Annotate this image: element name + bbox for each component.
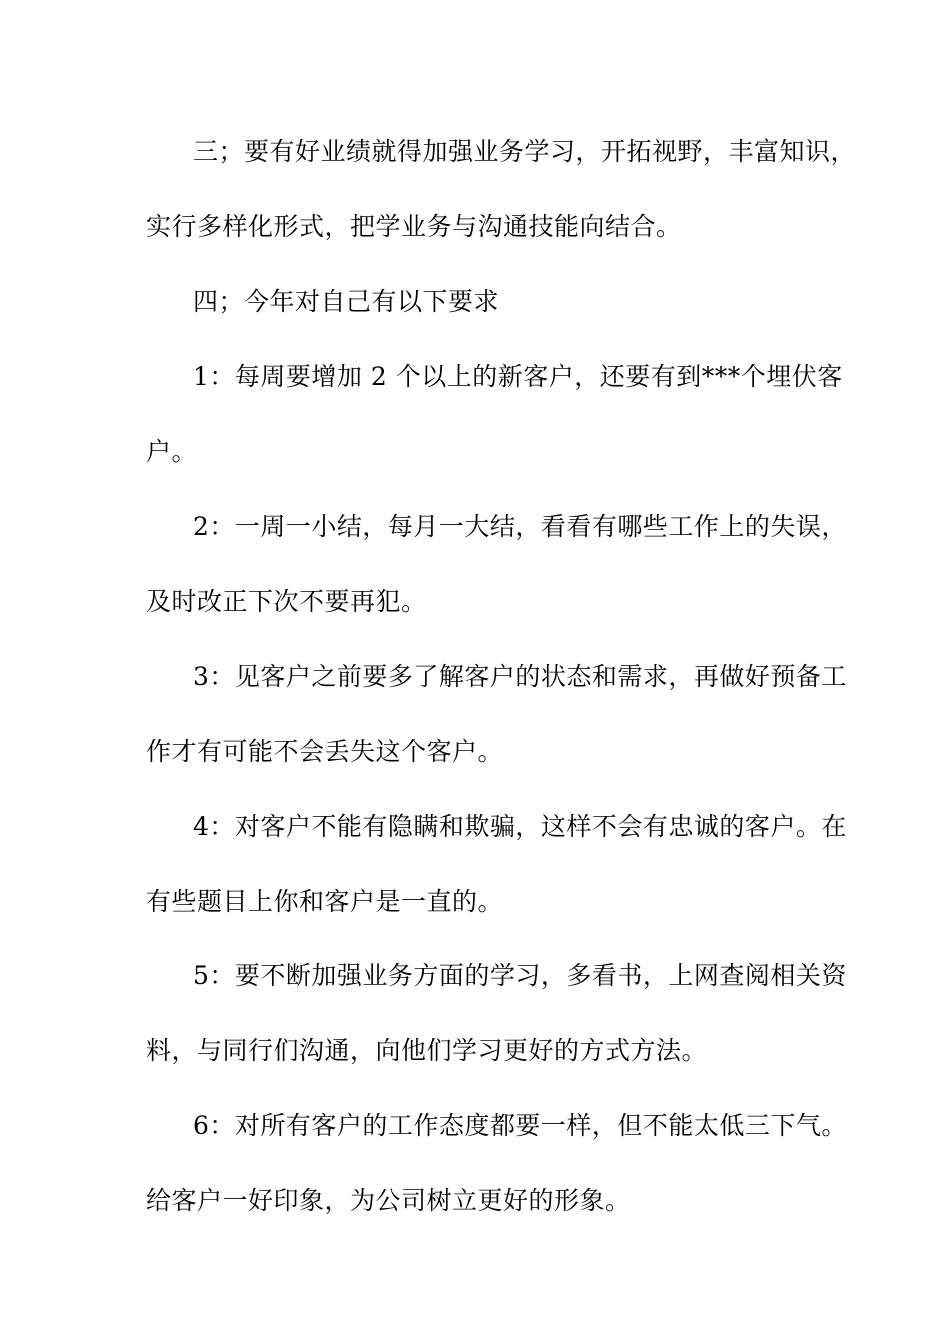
paragraph-3-line-2: 实行多样化形式，把学业务与沟通技能向结合。 xyxy=(146,212,682,241)
item-6-line-2: 给客户一好印象，为公司树立更好的形象。 xyxy=(146,1186,631,1215)
item-1-line-1: 1：每周要增加 2 个以上的新客户，还要有到***个埋伏客 xyxy=(193,362,843,391)
item-4-line-1: 4：对客户不能有隐瞒和欺骗，这样不会有忠诚的客户。在 xyxy=(193,812,847,841)
item-3-line-1: 3：见客户之前要多了解客户的状态和需求，再做好预备工 xyxy=(193,662,847,691)
item-6-line-1: 6：对所有客户的工作态度都要一样，但不能太低三下气。 xyxy=(193,1111,847,1140)
item-2-line-1: 2：一周一小结，每月一大结，看看有哪些工作上的失误， xyxy=(193,512,847,541)
paragraph-4-heading: 四；今年对自己有以下要求 xyxy=(193,287,500,316)
item-5-line-2: 料，与同行们沟通，向他们学习更好的方式方法。 xyxy=(146,1036,708,1065)
item-2-line-2: 及时改正下次不要再犯。 xyxy=(146,587,427,616)
item-4-line-2: 有些题目上你和客户是一直的。 xyxy=(146,887,504,916)
item-5-line-1: 5：要不断加强业务方面的学习，多看书，上网查阅相关资 xyxy=(193,961,847,990)
item-1-line-2: 户。 xyxy=(146,437,198,466)
item-3-line-2: 作才有可能不会丢失这个客户。 xyxy=(146,737,504,766)
paragraph-3-line-1: 三；要有好业绩就得加强业务学习，开拓视野，丰富知识， xyxy=(193,137,857,166)
